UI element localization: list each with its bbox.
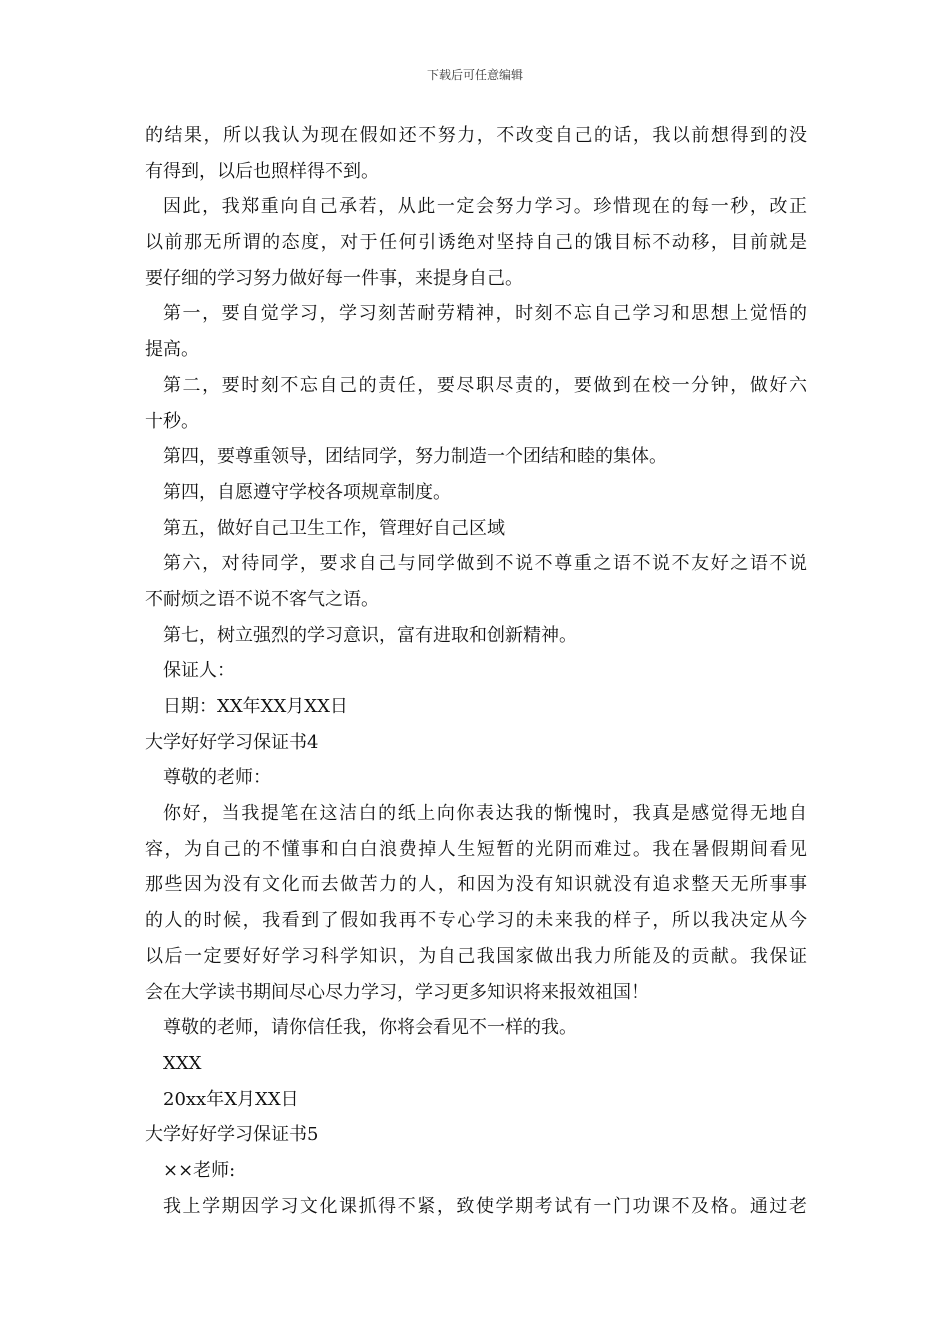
text-line: 会在大学读书期间尽心尽力学习，学习更多知识将来报效祖国！: [145, 981, 649, 1003]
text-line: 第六，对待同学，要求自己与同学做到不说不尊重之语不说不友好之语不说: [163, 553, 807, 575]
text-line: 以后一定要好好学习科学知识，为自己我国家做出我力所能及的贡献。我保证: [145, 945, 807, 967]
text-line: 大学好好学习保证书4: [145, 731, 319, 753]
text-line: 要仔细的学习努力做好每一件事，来提身自己。: [145, 267, 523, 289]
text-line: 20xx年X月XX日: [163, 1088, 299, 1110]
text-line: 第一，要自觉学习，学习刻苦耐劳精神，时刻不忘自己学习和思想上觉悟的: [163, 303, 807, 325]
text-line: 第二，要时刻不忘自己的责任，要尽职尽责的，要做到在校一分钟，做好六: [163, 374, 807, 396]
text-line: 第五，做好自己卫生工作，管理好自己区域: [163, 517, 505, 539]
text-line: 的结果，所以我认为现在假如还不努力，不改变自己的话，我以前想得到的没: [145, 125, 807, 146]
text-line: 不耐烦之语不说不客气之语。: [145, 588, 379, 610]
text-line: 容，为自己的不懂事和白白浪费掉人生短暂的光阴而难过。我在暑假期间看见: [145, 838, 807, 860]
document-body: [145, 118, 807, 1224]
text-line: 以前那无所谓的态度，对于任何引诱绝对坚持自己的饿目标不动移，目前就是: [145, 232, 807, 254]
text-line: 那些因为没有文化而去做苦力的人，和因为没有知识就没有追求整天无所事事: [145, 874, 807, 896]
text-line: 十秒。: [145, 410, 199, 432]
text-line: 因此，我郑重向自己承若，从此一定会努力学习。珍惜现在的每一秒，改正: [163, 196, 807, 218]
text-line: 第七，树立强烈的学习意识，富有进取和创新精神。: [163, 624, 577, 646]
text-line: 尊敬的老师，请你信任我，你将会看见不一样的我。: [163, 1017, 577, 1039]
text-line: 有得到，以后也照样得不到。: [145, 160, 379, 182]
text-line: 的人的时候，我看到了假如我再不专心学习的未来我的样子，所以我决定从今: [145, 910, 807, 932]
text-line: 我上学期因学习文化课抓得不紧，致使学期考试有一门功课不及格。通过老: [163, 1195, 807, 1217]
text-line: 第四，要尊重领导，团结同学，努力制造一个团结和睦的集体。: [163, 446, 667, 468]
page-header: 下载后可任意编辑: [426, 68, 523, 82]
text-line: 大学好好学习保证书5: [145, 1124, 319, 1146]
text-line: 提高。: [145, 339, 199, 361]
text-line: 尊敬的老师：: [163, 767, 271, 789]
text-line: 你好，当我提笔在这洁白的纸上向你表达我的惭愧时，我真是感觉得无地自: [163, 803, 807, 825]
text-line: 日期：XX年XX月XX日: [163, 696, 348, 717]
text-line: ××老师:: [163, 1159, 236, 1181]
text-line: XXX: [163, 1052, 202, 1074]
text-line: 第四，自愿遵守学校各项规章制度。: [163, 481, 451, 503]
text-line: 保证人：: [163, 660, 235, 682]
